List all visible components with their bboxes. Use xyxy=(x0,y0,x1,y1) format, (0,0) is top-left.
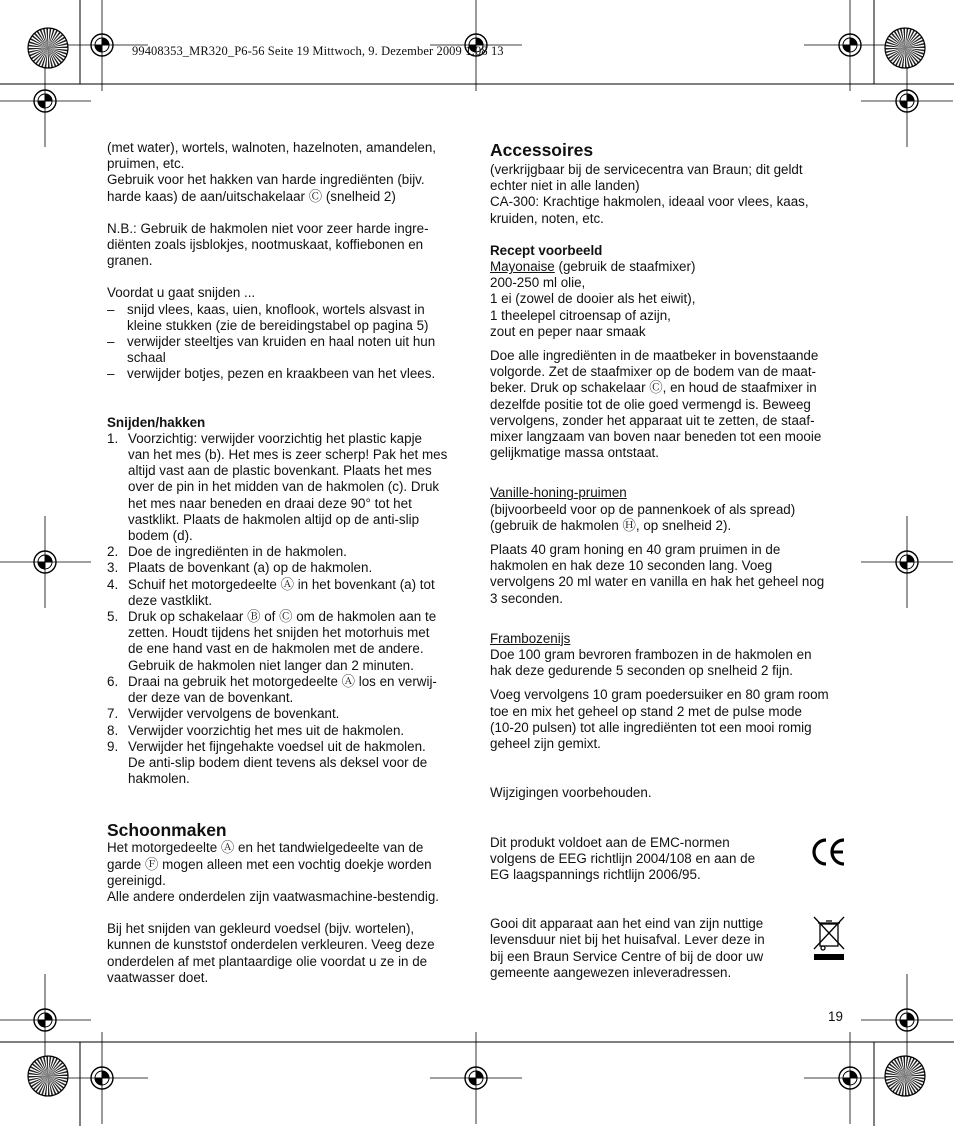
left-column xyxy=(107,140,467,986)
registration-sunburst xyxy=(885,28,925,68)
registration-crosshair xyxy=(0,974,91,1066)
step-item: 2. Doe de ingrediënten in de hakmolen. xyxy=(107,544,347,560)
step-number: 8. xyxy=(107,722,119,738)
steps-list xyxy=(107,431,467,787)
step-number: 9. xyxy=(107,738,119,754)
registration-crosshair xyxy=(804,0,896,91)
step-number: 4. xyxy=(107,576,119,592)
registration-sunburst xyxy=(28,28,68,68)
registration-crosshair xyxy=(56,1032,148,1124)
cutting-section xyxy=(107,415,467,788)
nb-note: N.B.: Gebruik de hakmolen niet voor zeer harde ingre- diënten zoals ijsblokjes, nootmuskaat, koffiebonen en granen. xyxy=(107,220,429,269)
emc-text: Dit produkt voldoet aan de EMC-normen volgens de EEG richtlijn 2004/108 en aan de EG laagspannings richtlijn 2006/95. xyxy=(490,834,756,882)
cleaning-text-2: Bij het snijden van gekleurd voedsel (bijv. wortelen), kunnen de kunststof onderdelen verkleuren. Veeg deze onderdelen af met plantaardige olie voordat u ze in de vaatwasser doet. xyxy=(107,921,435,985)
raspberry-recipe: Frambozenijs Doe 100 gram bevroren frambozen in de hakmolen en hak deze gedurende 5 seconden op snelheid 2 fijn. xyxy=(490,630,812,679)
registration-crosshair xyxy=(861,516,953,608)
step-number: 1. xyxy=(107,430,119,446)
registration-crosshair xyxy=(861,974,953,1066)
step-item: 8. Verwijder voorzichtig het mes uit de hakmolen. xyxy=(107,722,405,738)
list-item: – verwijder steeltjes van kruiden en haal noten uit hun schaal xyxy=(107,334,467,366)
step-item: 1. Voorzichtig: verwijder voorzichtig het plastic kapje van het mes (b). Het mes is zeer scherp! Pak het mes altijd vast aan de plastic bovenkant. Plaats het mes over de pin in het midden van de hakmolen (c). Druk het mes naar beneden en draai deze 90° tot het vastklikt. Plaats de hakmolen altijd op de anti-slip bodem (d). xyxy=(107,430,448,544)
registration-sunburst xyxy=(885,1056,925,1096)
print-header: 99408353_MR320_P6-56 Seite 19 Mittwoch, 9. Dezember 2009 1:08 13 xyxy=(132,44,504,58)
step-item: 6. Draai na gebruik het motorgedeelte Ⓐ los en verwij- der deze van de bovenkant. xyxy=(107,673,437,706)
step-number: 3. xyxy=(107,560,119,576)
step-item: 3. Plaats de bovenkant (a) op de hakmolen. xyxy=(107,560,373,576)
section-heading: Recept voorbeeld xyxy=(490,242,603,258)
section-heading: Snijden/hakken xyxy=(107,414,206,430)
before-cutting: Voordat u gaat snijden ... – snijd vlees, kaas, uien, knoflook, wortels alsvast in kleine stukken (zie de bereidingstabel op pagina 5) – verwijder steeltjes van kruiden en haal noten uit hun schaal – verwijder botjes, pezen en kraakbeen van het vlees. xyxy=(107,285,467,382)
ce-mark-icon xyxy=(810,836,848,873)
section-title: Accessoires xyxy=(490,140,594,160)
step-number: 2. xyxy=(107,544,119,560)
right-column xyxy=(490,140,850,981)
page-number: 19 xyxy=(828,1009,843,1024)
step-item: 7. Verwijder vervolgens de bovenkant. xyxy=(107,706,340,722)
vanilla-instructions: Plaats 40 gram honing en 40 gram pruimen in de hakmolen en hak deze 10 seconden lang. Voeg vervolgens 20 ml water en vanilla en hak het geheel nog 3 seconden. xyxy=(490,542,825,606)
step-item: 4. Schuif het motorgedeelte Ⓐ in het bovenkant (a) tot deze vastklikt. xyxy=(107,576,435,608)
list-item: – snijd vlees, kaas, uien, knoflook, wortels alsvast in kleine stukken (zie de bereidingstabel op pagina 5) xyxy=(107,302,467,334)
recipe-mayo-title: Mayonaise (gebruik de staafmixer) xyxy=(490,259,696,275)
mayo-instructions: Doe alle ingrediënten in de maatbeker in bovenstaande volgorde. Zet de staafmixer op de bodem van de maat- beker. Druk op schakelaar Ⓒ, en houd de staafmixer in dezelfde positie tot de olie goed vermengd is. Beweeg vervolgens, zonder het apparaat uit te zetten, de staaf- mixer langzaam van boven naar beneden tot een mooie gelijkmatige massa ontstaat. xyxy=(490,348,822,461)
step-number: 6. xyxy=(107,673,119,689)
step-item: 9. Verwijder het fijngehakte voedsel uit de hakmolen. De anti-slip bodem dient tevens als deksel voor de hakmolen. xyxy=(107,738,428,787)
accessories-text: (verkrijgbaar bij de servicecentra van Braun; dit geldt echter niet in alle landen) CA-300: Krachtige hakmolen, ideaal voor vlees, kaas, kruiden, noten, etc. xyxy=(490,162,809,226)
raspberry-instructions: Voeg vervolgens 10 gram poedersuiker en 80 gram room toe en mix het geheel op stand 2 met de pulse mode (10-20 pulsen) tot alle ingrediënten tot een mooi romig geheel zijn gemixt. xyxy=(490,687,829,752)
waste-text: Gooi dit apparaat aan het eind van zijn nuttige levensduur niet bij het huisafval. Lever deze in bij een Braun Service Centre of bij de door uw gemeente aangewezen inleveradressen. xyxy=(490,916,765,980)
step-number: 7. xyxy=(107,706,119,722)
step-number: 5. xyxy=(107,609,119,625)
intro-text: (met water), wortels, walnoten, hazelnoten, amandelen, pruimen, etc. Gebruik voor het hakken van harde ingrediënten (bijv. harde kaas) de aan/uitschakelaar Ⓒ (snelheid 2) xyxy=(107,140,436,204)
list-item: – verwijder botjes, pezen en kraakbeen van het vlees. xyxy=(107,366,467,382)
registration-crosshair xyxy=(0,55,91,147)
step-item: 5. Druk op schakelaar Ⓑ of Ⓒ om de hakmolen aan te zetten. Houdt tijdens het snijden het motorhuis met de ene hand vast en de hakmolen met de andere. Gebruik de hakmolen niet langer dan 2 minuten. xyxy=(107,609,437,673)
section-title: Schoonmaken xyxy=(107,820,227,841)
cleaning-text-1: Het motorgedeelte Ⓐ en het tandwielgedeelte van de garde Ⓕ mogen alleen met een vochtig doekje worden gereinigd. Alle andere onderdelen zijn vaatwasmachine-bestendig. xyxy=(107,840,440,904)
registration-sunburst xyxy=(28,1056,68,1096)
recipe-section: Recept voorbeeld Mayonaise (gebruik de staafmixer) 200-250 ml olie, 1 ei (zowel de dooier als het eiwit), 1 theelepel citroensap of azijn, zout en peper naar smaak xyxy=(490,243,850,340)
registration-crosshair xyxy=(430,1032,522,1124)
crossed-out-bin-icon xyxy=(811,913,847,968)
changes-note: Wijzigingen voorbehouden. xyxy=(490,785,652,801)
registration-crosshair xyxy=(804,1032,896,1124)
vanilla-recipe: Vanille-honing-pruimen (bijvoorbeeld voor op de pannenkoek of als spread) (gebruik de hakmolen Ⓗ, op snelheid 2). xyxy=(490,485,796,533)
registration-crosshair xyxy=(0,516,91,608)
registration-crosshair xyxy=(861,55,953,147)
cleaning-section xyxy=(107,820,467,986)
